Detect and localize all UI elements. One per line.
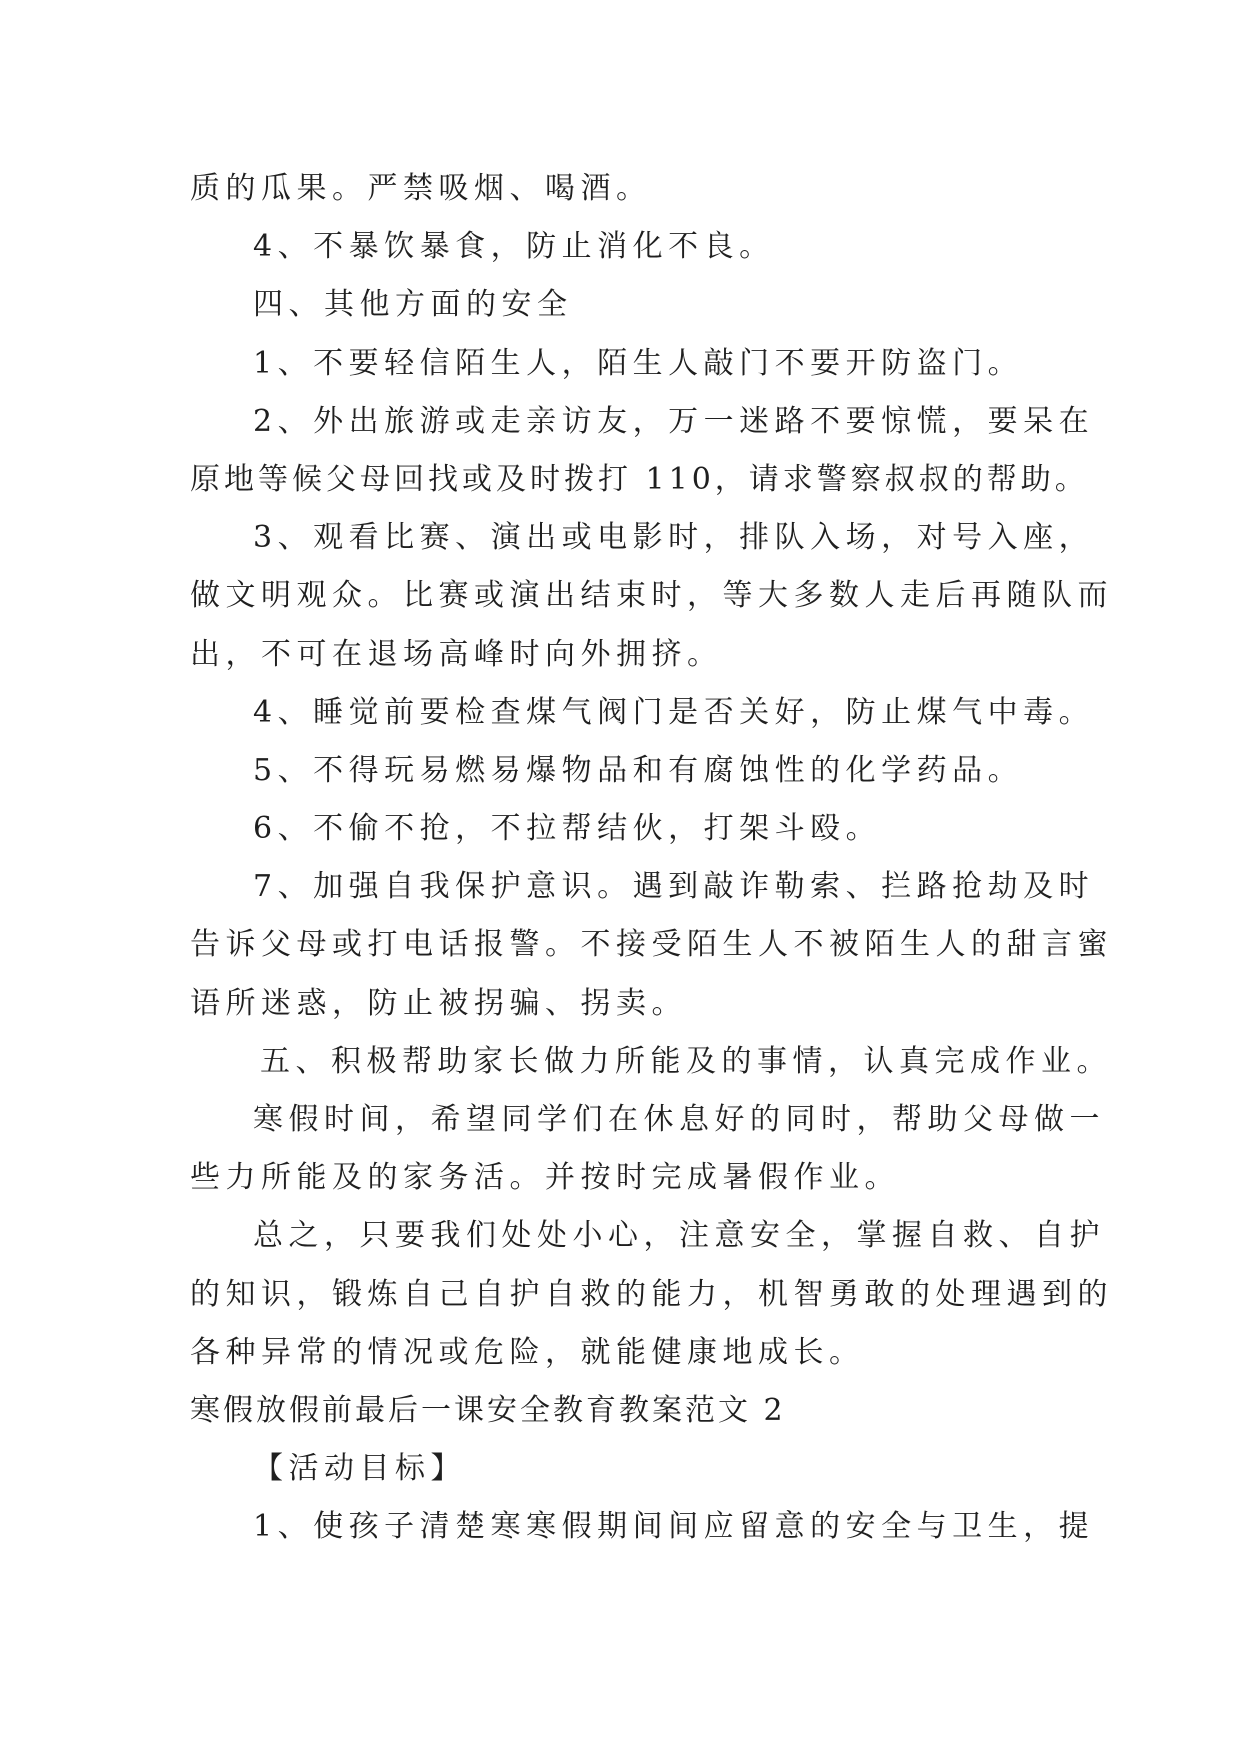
paragraph-line: 做文明观众。比赛或演出结束时，等大多数人走后再随队而 [190, 578, 1113, 614]
paragraph-line: 质的瓜果。严禁吸烟、喝酒。 [190, 171, 652, 206]
section-heading: 五、积极帮助家长做力所能及的事情，认真完成作业。 [260, 1043, 1112, 1079]
section-heading: 【活动目标】 [253, 1451, 466, 1487]
paragraph-line: 2、外出旅游或走亲访友，万一迷路不要惊慌，要呆在 [253, 403, 1095, 439]
paragraph-line: 4、不暴饮暴食，防止消化不良。 [253, 229, 775, 265]
paragraph-line: 7、加强自我保护意识。遇到敲诈勒索、拦路抢劫及时 [253, 869, 1095, 905]
section-heading: 四、其他方面的安全 [253, 287, 573, 323]
paragraph-line: 总之，只要我们处处小心，注意安全，掌握自救、自护 [253, 1218, 1105, 1254]
paragraph-line: 些力所能及的家务活。并按时完成暑假作业。 [190, 1160, 900, 1196]
paragraph-line: 出，不可在退场高峰时向外拥挤。 [190, 636, 723, 672]
paragraph-line: 6、不偷不抢，不拉帮结伙，打架斗殴。 [253, 811, 882, 847]
paragraph-line: 1、不要轻信陌生人，陌生人敲门不要开防盗门。 [253, 345, 1024, 381]
document-title: 寒假放假前最后一课安全教育教案范文 2 [190, 1392, 786, 1428]
paragraph-line: 的知识，锻炼自己自护自救的能力，机智勇敢的处理遇到的 [190, 1276, 1113, 1312]
paragraph-line: 告诉父母或打电话报警。不接受陌生人不被陌生人的甜言蜜 [190, 927, 1113, 963]
paragraph-line: 寒假时间，希望同学们在休息好的同时，帮助父母做一 [253, 1102, 1105, 1137]
paragraph-line: 1、使孩子清楚寒寒假期间间应留意的安全与卫生，提 [253, 1509, 1095, 1545]
paragraph-line: 3、观看比赛、演出或电影时，排队入场，对号入座， [253, 520, 1095, 556]
paragraph-line: 语所迷惑，防止被拐骗、拐卖。 [190, 985, 687, 1021]
paragraph-line: 5、不得玩易燃易爆物品和有腐蚀性的化学药品。 [253, 752, 1024, 788]
paragraph-line: 原地等候父母回找或及时拨打 110，请求警察叔叔的帮助。 [190, 461, 1089, 497]
document-body [190, 160, 1113, 1557]
paragraph-line: 各种异常的情况或危险，就能健康地成长。 [190, 1334, 865, 1370]
paragraph-line: 4、睡觉前要检查煤气阀门是否关好，防止煤气中毒。 [253, 694, 1095, 730]
